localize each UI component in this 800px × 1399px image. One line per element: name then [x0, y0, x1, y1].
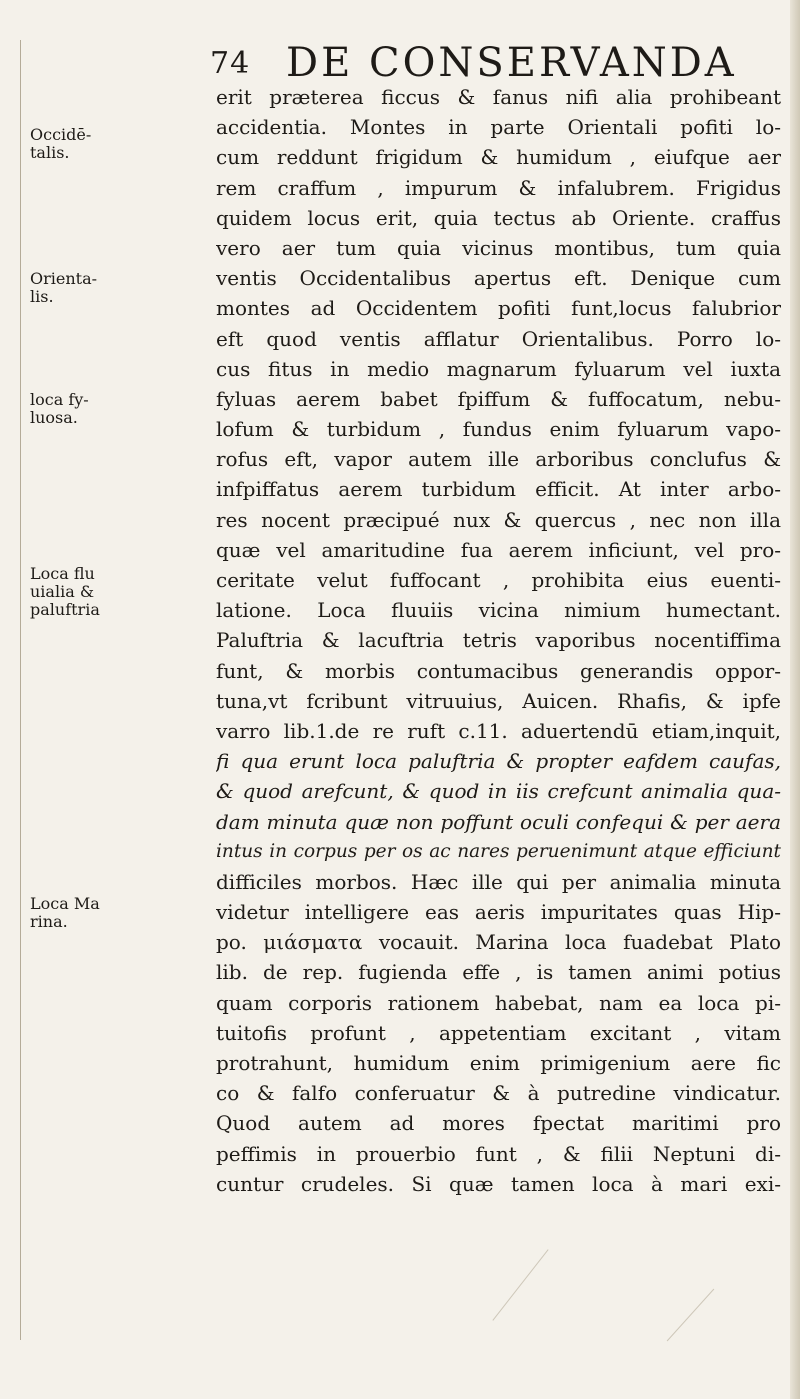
- margin-rule: [20, 40, 21, 1340]
- text-line: protrahunt, humidum enim primigenium aere fic: [216, 1051, 781, 1075]
- margin-note-loca-marina: [30, 895, 100, 931]
- text-line: varro lib.1.de re ruft c.11. aduertendū etiam,inquit,: [216, 718, 781, 743]
- text-line: ventis Occidentalibus apertus eft. Denique cum: [216, 266, 781, 291]
- text-line: tuitofis profunt , appetentiam excitant , vitam: [216, 1020, 781, 1045]
- text-line: funt, & morbis contumacibus generandis oppor-: [216, 658, 781, 683]
- text-line: intus in corpus per os ac nares peruenimunt atque efficiunt: [216, 840, 781, 862]
- text-line: cuntur crudeles. Si quæ tamen loca à mari exi-: [216, 1171, 781, 1196]
- text-line: po. μιάσματα vocauit. Marina loca fuadebat Plato: [216, 930, 781, 955]
- running-title: DE CONSERVANDA: [286, 40, 737, 86]
- text-line: peffimis in prouerbio funt , & filii Neptuni di-: [216, 1141, 781, 1166]
- text-line: rofus eft, vapor autem ille arboribus conclufus &: [216, 447, 781, 472]
- text-line: accidentia. Montes in parte Orientali pofiti lo-: [216, 115, 781, 140]
- text-line: res nocent præcipué nux & quercus , nec non illa: [216, 507, 781, 532]
- text-line: difficiles morbos. Hæc ille qui per animalia minuta: [216, 869, 781, 894]
- body-text: [216, 82, 781, 1199]
- text-line: dam minuta quæ non poffunt oculi confequi & per aera: [216, 809, 781, 834]
- stray-mark: [667, 1289, 715, 1342]
- text-line: ceritate velut fuffocant , prohibita eius euenti-: [216, 568, 781, 592]
- text-line: rem craffum , impurum & infalubrem. Frigidus: [216, 175, 781, 200]
- text-line: eft quod ventis afflatur Orientalibus. Porro lo-: [216, 326, 781, 351]
- margin-note-line: paluftria: [30, 600, 100, 619]
- text-line: lib. de rep. fugienda effe , is tamen animi potius: [216, 960, 781, 985]
- text-line: quam corporis rationem habebat, nam ea loca pi-: [216, 990, 781, 1015]
- text-line: fi qua erunt loca paluftria & propter eafdem caufas,: [216, 749, 781, 774]
- text-line: videtur intelligere eas aeris impuritates quas Hip-: [216, 900, 781, 925]
- text-line: cum reddunt frigidum & humidum , eiufque aer: [216, 145, 781, 170]
- text-line: erit præterea ficcus & fanus nifi alia prohibeant: [216, 85, 781, 109]
- margin-note-loca-fluuialia: [30, 565, 100, 619]
- text-line: montes ad Occidentem pofiti funt,locus falubrior: [216, 296, 781, 321]
- text-line: fyluas aerem babet fpiffum & fuffocatum, nebu-: [216, 386, 781, 411]
- margin-note-line: Orienta-: [30, 269, 98, 288]
- margin-note-line: loca fy-: [30, 390, 89, 409]
- page-edge: [790, 0, 800, 1399]
- text-line: cus fitus in medio magnarum fyluarum vel iuxta: [216, 356, 781, 381]
- margin-note-line: Loca flu: [30, 564, 95, 583]
- text-line: vero aer tum quia vicinus montibus, tum quia: [216, 235, 781, 260]
- text-line: & quod arefcunt, & quod in iis crefcunt animalia qua-: [216, 779, 781, 804]
- margin-note-line: talis.: [30, 143, 70, 162]
- text-line: quidem locus erit, quia tectus ab Oriente. craffus: [216, 205, 781, 230]
- text-line: tuna,vt fcribunt vitruuius, Auicen. Rhafis, & ipfe: [216, 688, 781, 713]
- margin-note-line: rina.: [30, 912, 68, 931]
- text-line: Paluftria & lacuftria tetris vaporibus nocentiffima: [216, 628, 781, 653]
- text-line: co & falfo conferuatur & à putredine vindicatur.: [216, 1081, 781, 1106]
- margin-note-line: uialia &: [30, 582, 95, 601]
- margin-note-occidentalis: [30, 126, 100, 162]
- text-line: quæ vel amaritudine fua aerem inficiunt, vel pro-: [216, 537, 781, 562]
- margin-note-line: Occidē-: [30, 125, 92, 144]
- margin-note-orientalis: [30, 270, 100, 306]
- margin-note-line: lis.: [30, 287, 54, 306]
- page-number: 74: [210, 46, 251, 81]
- text-line: lofum & turbidum , fundus enim fyluarum vapo-: [216, 417, 781, 442]
- margin-note-loca-syluosa: [30, 391, 100, 427]
- stray-mark: [492, 1249, 548, 1321]
- text-line: Quod autem ad mores fpectat maritimi pro: [216, 1111, 781, 1136]
- text-line: latione. Loca fluuiis vicina nimium humectant.: [216, 598, 781, 623]
- margin-note-line: Loca Ma: [30, 894, 100, 913]
- text-line: infpiffatus aerem turbidum efficit. At inter arbo-: [216, 477, 781, 502]
- margin-note-line: luosa.: [30, 408, 78, 427]
